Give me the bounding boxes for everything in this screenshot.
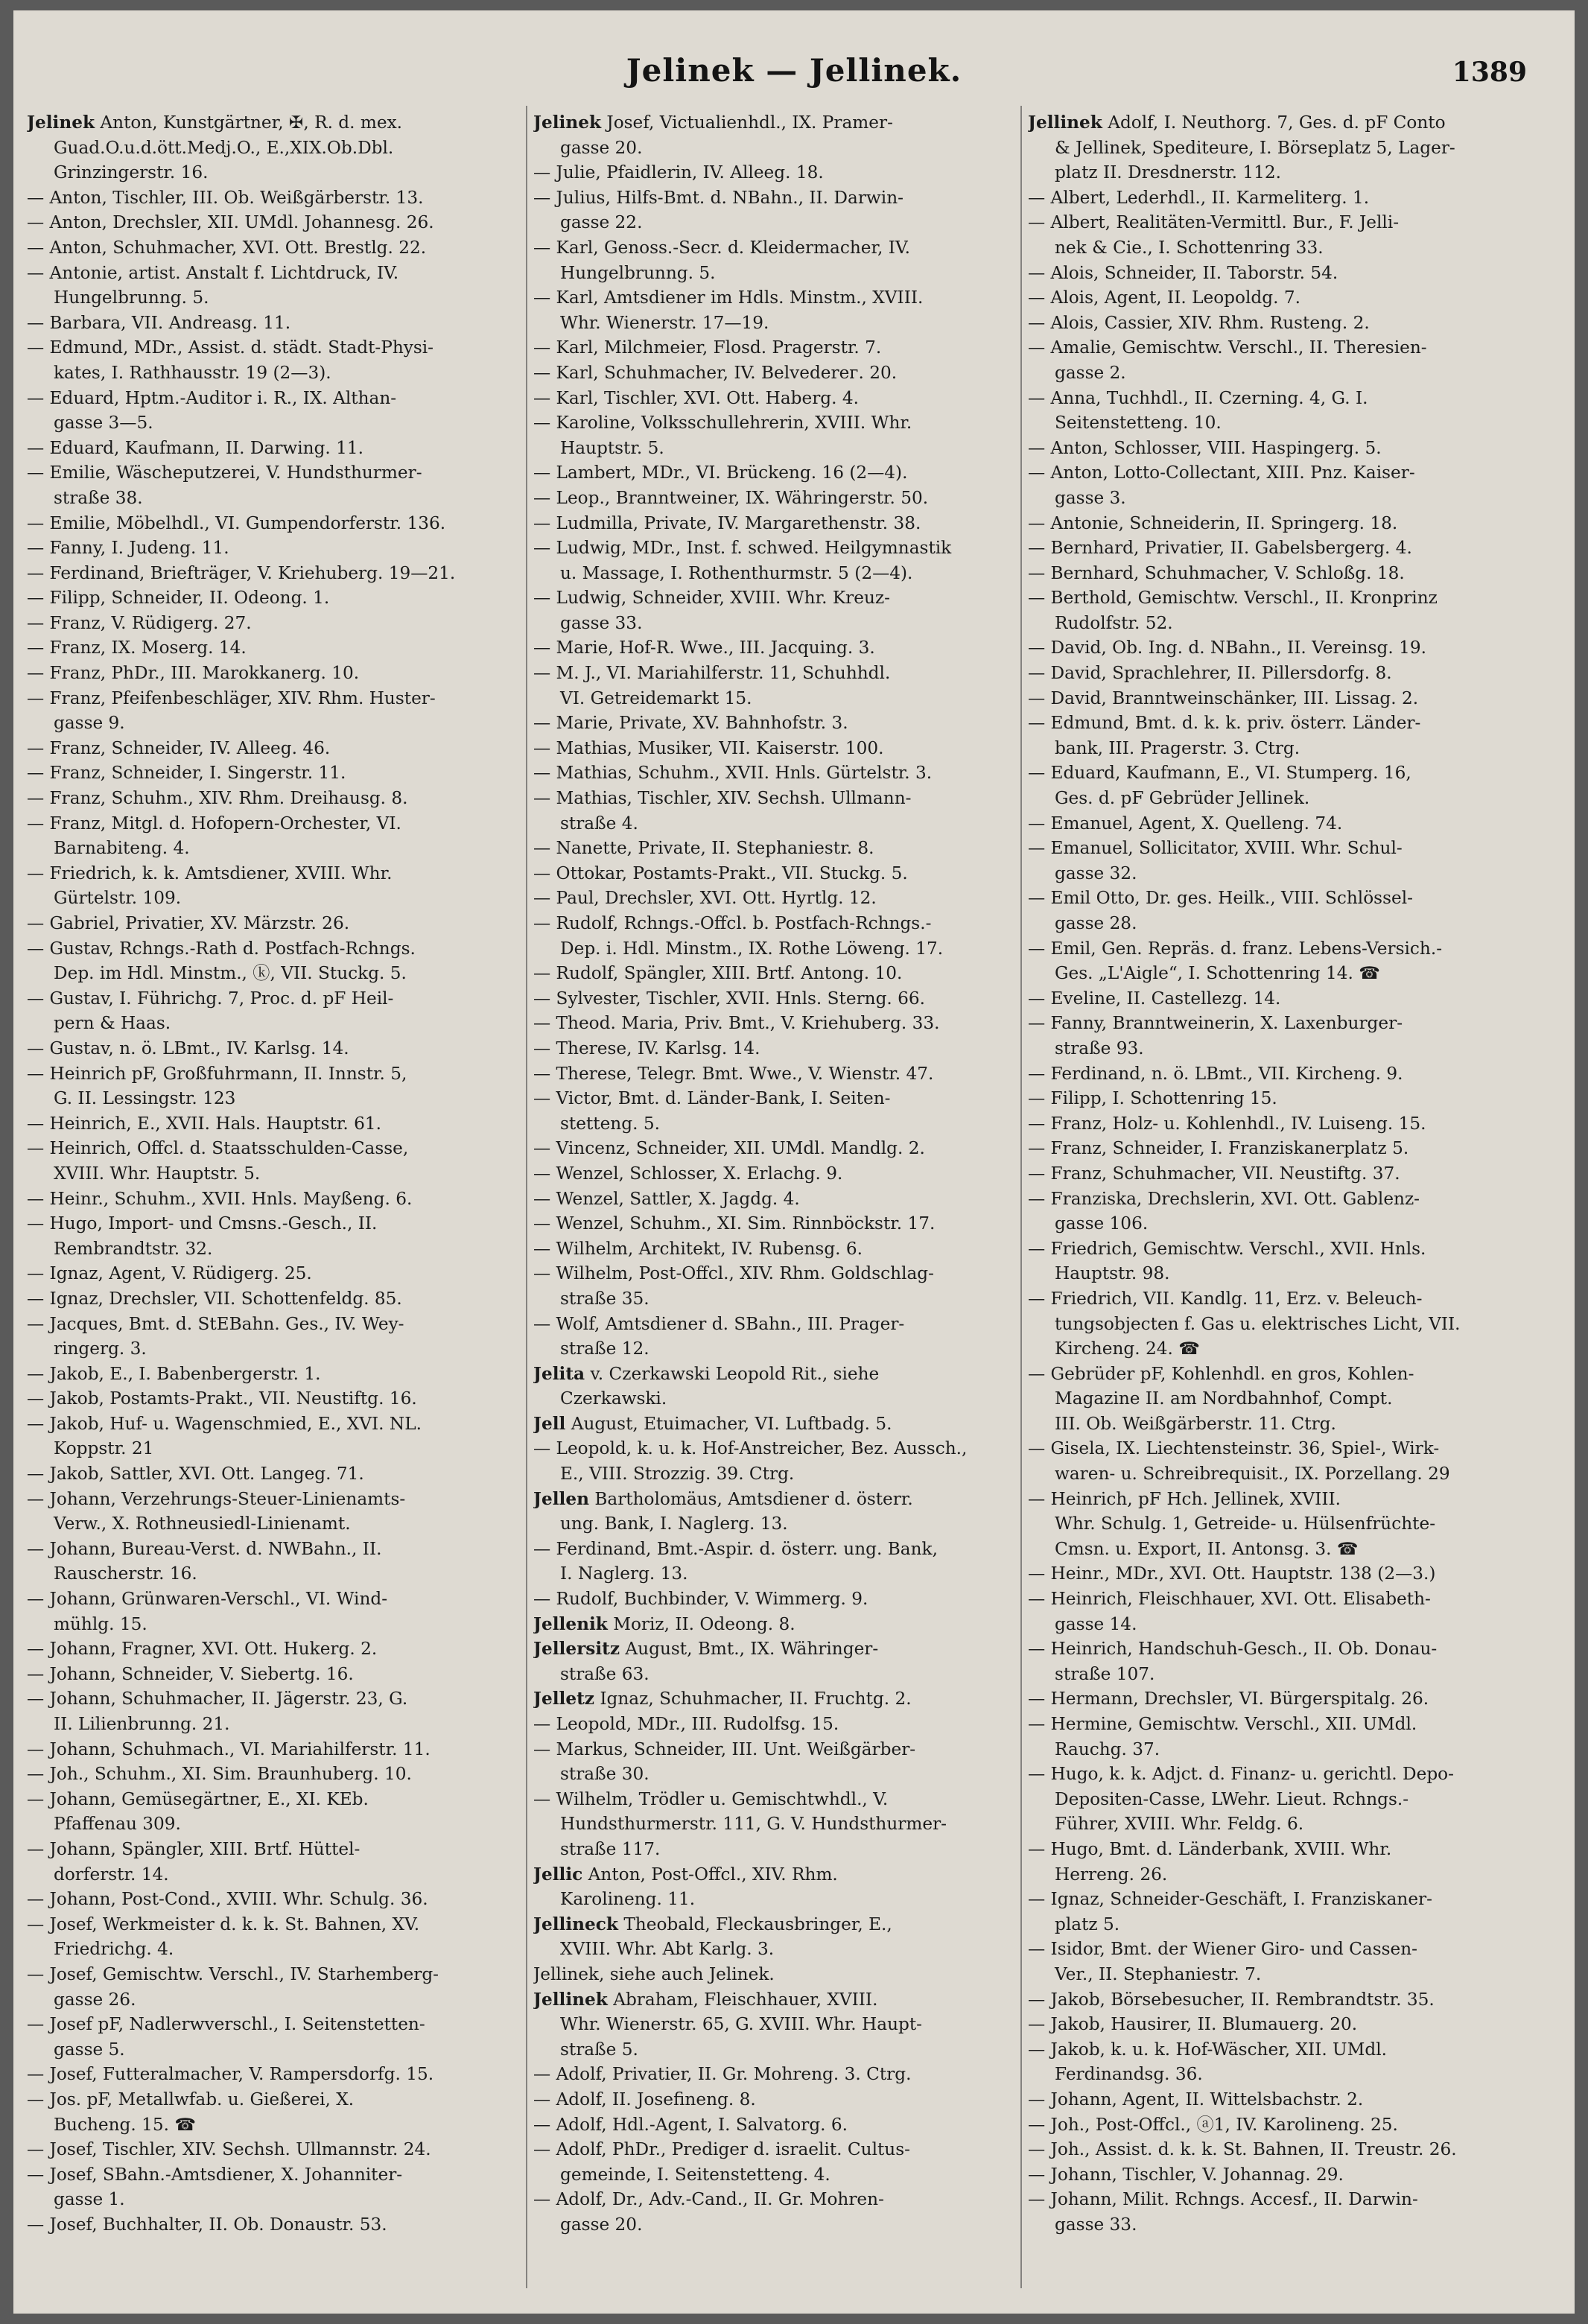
directory-line: — Josef, Werkmeister d. k. k. St. Bahnen, XV. xyxy=(27,1914,420,1934)
directory-line: — Hugo, Import- und Cmsns.-Gesch., II. xyxy=(27,1213,378,1234)
directory-line: — Franz, Pfeifenbeschläger, XIV. Rhm. Huster- xyxy=(27,688,436,708)
directory-line: — Ignaz, Agent, V. Rüdigerg. 25. xyxy=(27,1263,312,1284)
directory-line: — Johann, Gemüsegärtner, E., XI. KEb. xyxy=(27,1788,369,1809)
directory-line: — Eduard, Kaufmann, II. Darwing. 11. xyxy=(27,437,364,458)
directory-line: Hauptstr. 5. xyxy=(560,437,664,458)
directory-line: Guad.O.u.d.ött.Medj.O., E.,XIX.Ob.Dbl. xyxy=(54,137,394,158)
directory-line: & Jellinek, Spediteure, I. Börseplatz 5, Lager- xyxy=(1055,137,1455,158)
directory-line: — Franz, Holz- u. Kohlenhdl., IV. Luiseng. 15. xyxy=(1028,1113,1426,1134)
directory-line: — Karl, Tischler, XVI. Ott. Haberg. 4. xyxy=(533,387,860,408)
directory-line: — Edmund, Bmt. d. k. k. priv. österr. Länder- xyxy=(1028,713,1421,734)
directory-line: — Adolf, II. Josefineng. 8. xyxy=(533,2089,756,2109)
directory-line: — Heinrich pF, Großfuhrmann, II. Innstr. 5, xyxy=(27,1063,407,1084)
directory-line: Czerkawski. xyxy=(560,1388,667,1409)
directory-line: — Johann, Schneider, V. Siebertg. 16. xyxy=(27,1663,354,1684)
directory-line: Ferdinandsg. 36. xyxy=(1055,2064,1203,2085)
directory-line: — Franz, Schneider, I. Franziskanerplatz 5. xyxy=(1028,1138,1409,1159)
directory-line: — Emanuel, Agent, X. Quelleng. 74. xyxy=(1028,813,1343,834)
directory-line: gasse 22. xyxy=(560,212,643,233)
directory-line: dorferstr. 14. xyxy=(54,1864,169,1885)
directory-line: Whr. Wienerstr. 65, G. XVIII. Whr. Haupt- xyxy=(560,2014,923,2035)
directory-line: — Franziska, Drechslerin, XVI. Ott. Gablenz- xyxy=(1028,1188,1420,1209)
directory-line: Pfaffenau 309. xyxy=(54,1814,181,1835)
directory-line: — Anton, Schuhmacher, XVI. Ott. Brestlg. 22. xyxy=(27,237,427,258)
directory-line: Whr. Wienerstr. 17—19. xyxy=(560,312,769,333)
directory-line: — Filipp, I. Schottenring 15. xyxy=(1028,1088,1277,1109)
directory-line: — Leopold, k. u. k. Hof-Anstreicher, Bez. Aussch., xyxy=(533,1438,968,1459)
directory-line: straße 4. xyxy=(560,813,638,834)
directory-line: Rembrandtstr. 32. xyxy=(54,1238,213,1259)
directory-line: — Theod. Maria, Priv. Bmt., V. Kriehuberg. 33. xyxy=(533,1013,940,1034)
directory-line: — Ludmilla, Private, IV. Margarethenstr. 38. xyxy=(533,512,921,533)
directory-line: — Adolf, PhDr., Prediger d. israelit. Cultus- xyxy=(533,2139,910,2160)
directory-line: Ges. „L'Aigle“, I. Schottenring 14. ☎ xyxy=(1055,963,1381,984)
directory-line: — Alois, Cassier, XIV. Rhm. Rusteng. 2. xyxy=(1028,312,1370,333)
directory-line: gasse 1. xyxy=(54,2189,125,2210)
directory-line: — Johann, Tischler, V. Johannag. 29. xyxy=(1028,2164,1344,2185)
directory-line: Koppstr. 21 xyxy=(54,1438,154,1459)
directory-line: — Hermann, Drechsler, VI. Bürgerspitalg. 26. xyxy=(1028,1689,1429,1709)
running-head: Jelinek — Jellinek. xyxy=(626,52,962,89)
directory-line: — Gisela, IX. Liechtensteinstr. 36, Spiel-, Wirk- xyxy=(1028,1438,1440,1459)
directory-line: Rauchg. 37. xyxy=(1055,1739,1160,1759)
directory-line: Kircheng. 24. ☎ xyxy=(1055,1339,1201,1359)
directory-line: straße 38. xyxy=(54,487,143,508)
directory-line: Hungelbrunng. 5. xyxy=(54,288,209,308)
column-1 xyxy=(27,110,518,2285)
directory-line: tungsobjecten f. Gas u. elektrisches Licht, VII. xyxy=(1055,1313,1461,1334)
directory-line: Jell August, Etuimacher, VI. Luftbadg. 5. xyxy=(533,1413,892,1434)
directory-line: Jellenik Moriz, II. Odeong. 8. xyxy=(533,1613,795,1634)
directory-line: Verw., X. Rothneusiedl-Linienamt. xyxy=(54,1514,351,1534)
directory-line: — Sylvester, Tischler, XVII. Hnls. Sterng. 66. xyxy=(533,988,926,1009)
directory-line: Jellinek, siehe auch Jelinek. xyxy=(533,1963,775,1984)
directory-line: platz 5. xyxy=(1055,1914,1120,1934)
directory-line: — Karl, Genoss.-Secr. d. Kleidermacher, IV. xyxy=(533,237,911,258)
directory-line: gasse 32. xyxy=(1055,863,1137,883)
directory-line: — Franz, Schuhm., XIV. Rhm. Dreihausg. 8. xyxy=(27,788,408,809)
directory-line: — Wenzel, Sattler, X. Jagdg. 4. xyxy=(533,1188,800,1209)
directory-line: — Heinrich, Fleischhauer, XVI. Ott. Elisabeth- xyxy=(1028,1589,1431,1610)
directory-line: — Jakob, Börsebesucher, II. Rembrandtstr. 35. xyxy=(1028,1989,1435,2010)
directory-line: — Rudolf, Buchbinder, V. Wimmerg. 9. xyxy=(533,1589,868,1610)
directory-line: — Anton, Tischler, III. Ob. Weißgärberstr. 13. xyxy=(27,187,424,208)
directory-line: gasse 3. xyxy=(1055,487,1126,508)
directory-line: pern & Haas. xyxy=(54,1013,171,1034)
directory-line: Rauscherstr. 16. xyxy=(54,1563,197,1584)
directory-line: Jelinek Josef, Victualienhdl., IX. Pramer- xyxy=(533,112,893,133)
directory-line: — Jakob, Postamts-Prakt., VII. Neustiftg. 16. xyxy=(27,1388,417,1409)
directory-line: — Ludwig, Schneider, XVIII. Whr. Kreuz- xyxy=(533,588,890,609)
directory-line: straße 35. xyxy=(560,1288,650,1309)
page-number: 1389 xyxy=(1452,57,1527,88)
directory-line: — Wolf, Amtsdiener d. SBahn., III. Prager- xyxy=(533,1313,905,1334)
directory-line: Jelletz Ignaz, Schuhmacher, II. Fruchtg. 2. xyxy=(533,1689,912,1709)
directory-line: — Vincenz, Schneider, XII. UMdl. Mandlg. 2. xyxy=(533,1138,925,1159)
directory-line: — Jakob, Hausirer, II. Blumauerg. 20. xyxy=(1028,2014,1358,2035)
directory-line: — Albert, Realitäten-Vermittl. Bur., F. Jelli- xyxy=(1028,212,1400,233)
directory-line: straße 5. xyxy=(560,2039,638,2060)
directory-line: — Leopold, MDr., III. Rudolfsg. 15. xyxy=(533,1714,839,1734)
directory-line: waren- u. Schreibrequisit., IX. Porzellang. 29 xyxy=(1055,1464,1450,1485)
directory-line: I. Naglerg. 13. xyxy=(560,1563,688,1584)
directory-line: — Gebrüder pF, Kohlenhdl. en gros, Kohlen- xyxy=(1028,1363,1414,1384)
directory-line: — Alois, Schneider, II. Taborstr. 54. xyxy=(1028,262,1338,283)
directory-line: — Paul, Drechsler, XVI. Ott. Hyrtlg. 12. xyxy=(533,888,877,909)
directory-line: — Emil Otto, Dr. ges. Heilk., VIII. Schlössel- xyxy=(1028,888,1413,909)
directory-line: platz II. Dresdnerstr. 112. xyxy=(1055,162,1282,183)
directory-line: — Ferdinand, n. ö. LBmt., VII. Kircheng. 9. xyxy=(1028,1063,1403,1084)
directory-line: — Johann, Bureau-Verst. d. NWBahn., II. xyxy=(27,1538,382,1559)
directory-line: — Josef, Buchhalter, II. Ob. Donaustr. 53. xyxy=(27,2214,387,2235)
directory-line: Jellinek Adolf, I. Neuthorg. 7, Ges. d. pF Conto xyxy=(1028,112,1446,133)
directory-line: Jellic Anton, Post-Offcl., XIV. Rhm. xyxy=(533,1864,838,1885)
directory-line: — Karl, Amtsdiener im Hdls. Minstm., XVIII. xyxy=(533,288,924,308)
directory-line: — Johann, Spängler, XIII. Brtf. Hüttel- xyxy=(27,1838,361,1859)
directory-line: nek & Cie., I. Schottenring 33. xyxy=(1055,237,1324,258)
directory-line: VI. Getreidemarkt 15. xyxy=(560,688,752,708)
directory-line: gasse 3—5. xyxy=(54,413,153,434)
directory-line: — Johann, Agent, II. Wittelsbachstr. 2. xyxy=(1028,2089,1364,2109)
directory-line: — Marie, Hof-R. Wwe., III. Jacquing. 3. xyxy=(533,638,875,658)
directory-line: Barnabiteng. 4. xyxy=(54,838,190,859)
directory-line: — Mathias, Musiker, VII. Kaiserstr. 100. xyxy=(533,737,884,758)
directory-line: — Wenzel, Schlosser, X. Erlachg. 9. xyxy=(533,1163,843,1184)
directory-line: XVIII. Whr. Hauptstr. 5. xyxy=(54,1163,261,1184)
directory-line: — Jakob, k. u. k. Hof-Wäscher, XII. UMdl. xyxy=(1028,2039,1387,2060)
directory-line: — Leop., Branntweiner, IX. Währingerstr. 50. xyxy=(533,487,929,508)
directory-line: — Heinrich, pF Hch. Jellinek, XVIII. xyxy=(1028,1488,1341,1509)
directory-line: Ges. d. pF Gebrüder Jellinek. xyxy=(1055,788,1310,809)
directory-line: — Adolf, Dr., Adv.-Cand., II. Gr. Mohren- xyxy=(533,2189,884,2210)
directory-line: — Rudolf, Spängler, XIII. Brtf. Antong. 10. xyxy=(533,963,903,984)
directory-line: III. Ob. Weißgärberstr. 11. Ctrg. xyxy=(1055,1413,1336,1434)
directory-line: — Johann, Fragner, XVI. Ott. Hukerg. 2. xyxy=(27,1639,378,1660)
directory-line: — Jakob, Huf- u. Wagenschmied, E., XVI. NL. xyxy=(27,1413,422,1434)
directory-line: gasse 9. xyxy=(54,713,125,734)
directory-line: — Heinrich, E., XVII. Hals. Hauptstr. 61. xyxy=(27,1113,381,1134)
directory-line: — Joh., Assist. d. k. k. St. Bahnen, II. Treustr. 26. xyxy=(1028,2139,1457,2160)
directory-line: — Isidor, Bmt. der Wiener Giro- und Cassen- xyxy=(1028,1939,1418,1960)
directory-line: stetteng. 5. xyxy=(560,1113,660,1134)
directory-line: — Alois, Agent, II. Leopoldg. 7. xyxy=(1028,288,1300,308)
directory-line: — Heinrich, Handschuh-Gesch., II. Ob. Donau- xyxy=(1028,1639,1438,1660)
directory-line: — Markus, Schneider, III. Unt. Weißgärber- xyxy=(533,1739,916,1759)
directory-line: ringerg. 3. xyxy=(54,1339,147,1359)
directory-line: u. Massage, I. Rothenthurmstr. 5 (2—4). xyxy=(560,562,913,583)
directory-line: — Friedrich, k. k. Amtsdiener, XVIII. Whr. xyxy=(27,863,393,883)
directory-line: — Josef, SBahn.-Amtsdiener, X. Johanniter- xyxy=(27,2164,403,2185)
directory-line: II. Lilienbrunng. 21. xyxy=(54,1714,230,1734)
directory-line: Bucheng. 15. ☎ xyxy=(54,2114,197,2135)
directory-line: — Josef pF, Nadlerwverschl., I. Seitenstetten- xyxy=(27,2014,425,2035)
directory-line: — Nanette, Private, II. Stephaniestr. 8. xyxy=(533,838,874,859)
directory-line: — Wilhelm, Architekt, IV. Rubensg. 6. xyxy=(533,1238,863,1259)
directory-line: Jellen Bartholomäus, Amtsdiener d. österr. xyxy=(533,1488,913,1509)
directory-line: straße 93. xyxy=(1055,1038,1144,1058)
directory-line: — Marie, Private, XV. Bahnhofstr. 3. xyxy=(533,713,848,734)
directory-line: Dep. i. Hdl. Minstm., IX. Rothe Löweng. 17. xyxy=(560,938,944,959)
directory-line: — Franz, V. Rüdigerg. 27. xyxy=(27,612,252,633)
directory-line: — Ottokar, Postamts-Prakt., VII. Stuckg. 5. xyxy=(533,863,908,883)
directory-line: gasse 14. xyxy=(1055,1613,1137,1634)
directory-line: straße 63. xyxy=(560,1663,650,1684)
directory-line: gemeinde, I. Seitenstetteng. 4. xyxy=(560,2164,830,2185)
directory-line: — Therese, IV. Karlsg. 14. xyxy=(533,1038,760,1058)
directory-line: — M. J., VI. Mariahilferstr. 11, Schuhhdl. xyxy=(533,663,891,684)
directory-line: gasse 28. xyxy=(1055,913,1137,933)
directory-line: — Mathias, Schuhm., XVII. Hnls. Gürtelstr. 3. xyxy=(533,763,933,784)
directory-line: — Josef, Futteralmacher, V. Rampersdorfg. 15. xyxy=(27,2064,434,2085)
directory-line: Magazine II. am Nordbahnhof, Compt. xyxy=(1055,1388,1393,1409)
directory-line: — Rudolf, Rchngs.-Offcl. b. Postfach-Rchngs.- xyxy=(533,913,932,933)
directory-line: Friedrichg. 4. xyxy=(54,1939,174,1960)
directory-line: — Franz, PhDr., III. Marokkanerg. 10. xyxy=(27,663,360,684)
directory-line: Seitenstetteng. 10. xyxy=(1055,413,1222,434)
directory-line: — Franz, Mitgl. d. Hofopern-Orchester, VI. xyxy=(27,813,401,834)
directory-line: — Mathias, Tischler, XIV. Sechsh. Ullmann- xyxy=(533,788,912,809)
directory-line: — Joh., Post-Offcl., ⓐ1, IV. Karolineng. 25. xyxy=(1028,2114,1398,2135)
directory-line: — Josef, Tischler, XIV. Sechsh. Ullmannstr. 24. xyxy=(27,2139,431,2160)
directory-line: mühlg. 15. xyxy=(54,1613,147,1634)
directory-line: Rudolfstr. 52. xyxy=(1055,612,1173,633)
directory-line: E., VIII. Strozzig. 39. Ctrg. xyxy=(560,1464,795,1485)
directory-line: — Bernhard, Schuhmacher, V. Schloßg. 18. xyxy=(1028,562,1405,583)
directory-line: — Franz, IX. Moserg. 14. xyxy=(27,638,247,658)
directory-line: — Emil, Gen. Repräs. d. franz. Lebens-Versich.- xyxy=(1028,938,1443,959)
directory-line: straße 30. xyxy=(560,1764,650,1785)
directory-line: — Emanuel, Sollicitator, XVIII. Whr. Schul- xyxy=(1028,838,1403,859)
directory-line: — Berthold, Gemischtw. Verschl., II. Kronprinz xyxy=(1028,588,1438,609)
directory-line: Cmsn. u. Export, II. Antonsg. 3. ☎ xyxy=(1055,1538,1359,1559)
directory-line: — Ignaz, Schneider-Geschäft, I. Franziskaner- xyxy=(1028,1889,1432,1910)
directory-line: — Franz, Schneider, IV. Alleeg. 46. xyxy=(27,737,331,758)
directory-line: gasse 5. xyxy=(54,2039,125,2060)
directory-line: — Heinr., MDr., XVI. Ott. Hauptstr. 138 (2—3.) xyxy=(1028,1563,1436,1584)
directory-line: — Hermine, Gemischtw. Verschl., XII. UMdl. xyxy=(1028,1714,1417,1734)
directory-line: — Franz, Schuhmacher, VII. Neustiftg. 37. xyxy=(1028,1163,1400,1184)
directory-line: Hauptstr. 98. xyxy=(1055,1263,1170,1284)
directory-line: — Friedrich, VII. Kandlg. 11, Erz. v. Beleuch- xyxy=(1028,1288,1423,1309)
directory-line: — Wenzel, Schuhm., XI. Sim. Rinnböckstr. 17. xyxy=(533,1213,936,1234)
directory-line: — Hugo, Bmt. d. Länderbank, XVIII. Whr. xyxy=(1028,1838,1392,1859)
directory-line: G. II. Lessingstr. 123 xyxy=(54,1088,236,1109)
directory-line: Jelita v. Czerkawski Leopold Rit., siehe xyxy=(533,1363,880,1384)
directory-line: Dep. im Hdl. Minstm., ⓚ, VII. Stuckg. 5. xyxy=(54,963,407,984)
directory-line: Herreng. 26. xyxy=(1055,1864,1168,1885)
directory-line: straße 12. xyxy=(560,1339,650,1359)
directory-line: — Lambert, MDr., VI. Brückeng. 16 (2—4). xyxy=(533,463,908,483)
directory-line: — Johann, Post-Cond., XVIII. Whr. Schulg. 36. xyxy=(27,1889,428,1910)
directory-line: — Gabriel, Privatier, XV. Märzstr. 26. xyxy=(27,913,350,933)
directory-line: — Adolf, Privatier, II. Gr. Mohreng. 3. Ctrg. xyxy=(533,2064,912,2085)
directory-page xyxy=(13,10,1575,2314)
directory-line: ung. Bank, I. Naglerg. 13. xyxy=(560,1514,788,1534)
directory-line: — Eveline, II. Castellezg. 14. xyxy=(1028,988,1281,1009)
directory-line: — Julie, Pfaidlerin, IV. Alleeg. 18. xyxy=(533,162,824,183)
directory-line: Depositen-Casse, LWehr. Lieut. Rchngs.- xyxy=(1055,1788,1409,1809)
directory-line: — Jacques, Bmt. d. StEBahn. Ges., IV. Wey- xyxy=(27,1313,404,1334)
directory-line: — Karoline, Volksschullehrerin, XVIII. Whr. xyxy=(533,413,912,434)
directory-line: — Adolf, Hdl.-Agent, I. Salvatorg. 6. xyxy=(533,2114,848,2135)
directory-line: — Johann, Schuhmacher, II. Jägerstr. 23, G. xyxy=(27,1689,408,1709)
directory-line: gasse 26. xyxy=(54,1989,136,2010)
directory-line: gasse 20. xyxy=(560,137,643,158)
directory-line: — Friedrich, Gemischtw. Verschl., XVII. Hnls. xyxy=(1028,1238,1426,1259)
directory-line: Whr. Schulg. 1, Getreide- u. Hülsenfrüchte- xyxy=(1055,1514,1436,1534)
directory-line: Jellineck Theobald, Fleckausbringer, E., xyxy=(533,1914,892,1934)
directory-line: — Jakob, E., I. Babenbergerstr. 1. xyxy=(27,1363,321,1384)
directory-line: — Anton, Schlosser, VIII. Haspingerg. 5. xyxy=(1028,437,1382,458)
directory-line: — Johann, Verzehrungs-Steuer-Linienamts- xyxy=(27,1488,406,1509)
directory-line: — Heinrich, Offcl. d. Staatsschulden-Casse, xyxy=(27,1138,409,1159)
directory-line: — Amalie, Gemischtw. Verschl., II. Theresien- xyxy=(1028,337,1427,358)
directory-line: — Hugo, k. k. Adjct. d. Finanz- u. gerichtl. Depo- xyxy=(1028,1764,1454,1785)
directory-line: — Gustav, Rchngs.-Rath d. Postfach-Rchngs. xyxy=(27,938,416,959)
column-3 xyxy=(1028,110,1519,2285)
directory-line: — Ignaz, Drechsler, VII. Schottenfeldg. 85. xyxy=(27,1288,402,1309)
directory-line: — Jos. pF, Metallwfab. u. Gießerei, X. xyxy=(27,2089,355,2109)
directory-line: gasse 33. xyxy=(560,612,643,633)
directory-line: — Johann, Grünwaren-Verschl., VI. Wind- xyxy=(27,1589,388,1610)
directory-line: — Anna, Tuchhdl., II. Czerning. 4, G. I. xyxy=(1028,387,1368,408)
directory-line: — Karl, Milchmeier, Flosd. Pragerstr. 7. xyxy=(533,337,882,358)
directory-line: — Anton, Lotto-Collectant, XIII. Pnz. Kaiser- xyxy=(1028,463,1415,483)
directory-line: — Eduard, Hptm.-Auditor i. R., IX. Althan- xyxy=(27,387,397,408)
directory-line: — Barbara, VII. Andreasg. 11. xyxy=(27,312,291,333)
directory-line: — Antonie, artist. Anstalt f. Lichtdruck, IV. xyxy=(27,262,399,283)
directory-line: gasse 106. xyxy=(1055,1213,1149,1234)
directory-line: straße 117. xyxy=(560,1838,661,1859)
directory-line: XVIII. Whr. Abt Karlg. 3. xyxy=(560,1939,775,1960)
directory-line: — Therese, Telegr. Bmt. Wwe., V. Wienstr. 47. xyxy=(533,1063,934,1084)
directory-line: kates, I. Rathhausstr. 19 (2—3). xyxy=(54,362,331,383)
directory-line: — Karl, Schuhmacher, IV. Belvederег. 20. xyxy=(533,362,898,383)
directory-line: — David, Sprachlehrer, II. Pillersdorfg. 8. xyxy=(1028,663,1392,684)
directory-line: gasse 2. xyxy=(1055,362,1126,383)
directory-line: — Gustav, n. ö. LBmt., IV. Karlsg. 14. xyxy=(27,1038,349,1058)
directory-line: — Antonie, Schneiderin, II. Springerg. 18. xyxy=(1028,512,1398,533)
page-header xyxy=(13,10,1575,100)
directory-line: Ver., II. Stephaniestr. 7. xyxy=(1055,1963,1262,1984)
directory-line: — Jakob, Sattler, XVI. Ott. Langeg. 71. xyxy=(27,1464,364,1485)
directory-line: — Gustav, I. Führichg. 7, Proc. d. pF Heil- xyxy=(27,988,394,1009)
directory-line: — Ferdinand, Bmt.-Aspir. d. österr. ung. Bank, xyxy=(533,1538,938,1559)
directory-line: Gürtelstr. 109. xyxy=(54,888,182,909)
directory-line: Hundsthurmerstr. 111, G. V. Hundsthurmer- xyxy=(560,1814,947,1835)
directory-line: — Filipp, Schneider, II. Odeong. 1. xyxy=(27,588,330,609)
directory-line: — Emilie, Wäscheputzerei, V. Hundsthurmer- xyxy=(27,463,422,483)
directory-line: — Wilhelm, Trödler u. Gemischtwhdl., V. xyxy=(533,1788,889,1809)
directory-line: — Bernhard, Privatier, II. Gabelsbergerg. 4. xyxy=(1028,538,1412,559)
directory-line: — Franz, Schneider, I. Singerstr. 11. xyxy=(27,763,346,784)
directory-line: gasse 20. xyxy=(560,2214,643,2235)
directory-line: — Josef, Gemischtw. Verschl., IV. Starhemberg- xyxy=(27,1963,439,1984)
directory-line: Karolineng. 11. xyxy=(560,1889,696,1910)
directory-line: Führer, XVIII. Whr. Feldg. 6. xyxy=(1055,1814,1304,1835)
directory-line: gasse 33. xyxy=(1055,2214,1137,2235)
directory-line: — Heinr., Schuhm., XVII. Hnls. Mayßeng. 6. xyxy=(27,1188,413,1209)
column-2 xyxy=(533,110,1025,2285)
directory-line: — Julius, Hilfs-Bmt. d. NBahn., II. Darwin- xyxy=(533,187,903,208)
directory-line: — Johann, Milit. Rchngs. Accesf., II. Darwin- xyxy=(1028,2189,1418,2210)
directory-line: — Joh., Schuhm., XI. Sim. Braunhuberg. 10. xyxy=(27,1764,412,1785)
directory-line: — Victor, Bmt. d. Länder-Bank, I. Seiten- xyxy=(533,1088,891,1109)
directory-line: — Emilie, Möbelhdl., VI. Gumpendorferstr. 136. xyxy=(27,512,446,533)
directory-line: — Fanny, I. Judeng. 11. xyxy=(27,538,229,559)
directory-line: — David, Branntweinschänker, III. Lissag. 2. xyxy=(1028,688,1419,708)
directory-line: — Johann, Schuhmach., VI. Mariahilferstr. 11. xyxy=(27,1739,431,1759)
directory-line: — Fanny, Branntweinerin, X. Laxenburger- xyxy=(1028,1013,1403,1034)
directory-line: — Ludwig, MDr., Inst. f. schwed. Heilgymnastik xyxy=(533,538,952,559)
directory-line: — Albert, Lederhdl., II. Karmeliterg. 1. xyxy=(1028,187,1370,208)
directory-line: — Ferdinand, Briefträger, V. Kriehuberg. 19—21. xyxy=(27,562,456,583)
directory-line: — Eduard, Kaufmann, E., VI. Stumperg. 16, xyxy=(1028,763,1411,784)
directory-line: — Anton, Drechsler, XII. UMdl. Johannesg. 26. xyxy=(27,212,434,233)
column-rule xyxy=(526,106,527,2288)
directory-line: Jellersitz August, Bmt., IX. Währinger- xyxy=(533,1639,879,1660)
directory-line: Hungelbrunng. 5. xyxy=(560,262,716,283)
directory-line: straße 107. xyxy=(1055,1663,1155,1684)
directory-line: Grinzingerstr. 16. xyxy=(54,162,209,183)
directory-line: Jellinek Abraham, Fleischhauer, XVIII. xyxy=(533,1989,878,2010)
directory-line: bank, III. Pragerstr. 3. Ctrg. xyxy=(1055,737,1300,758)
directory-line: Jelinek Anton, Kunstgärtner, ✠, R. d. mex. xyxy=(27,112,403,133)
directory-line: — Wilhelm, Post-Offcl., XIV. Rhm. Goldschlag- xyxy=(533,1263,934,1284)
directory-line: — David, Ob. Ing. d. NBahn., II. Vereinsg. 19. xyxy=(1028,638,1426,658)
directory-line: — Edmund, MDr., Assist. d. städt. Stadt-Physi- xyxy=(27,337,434,358)
